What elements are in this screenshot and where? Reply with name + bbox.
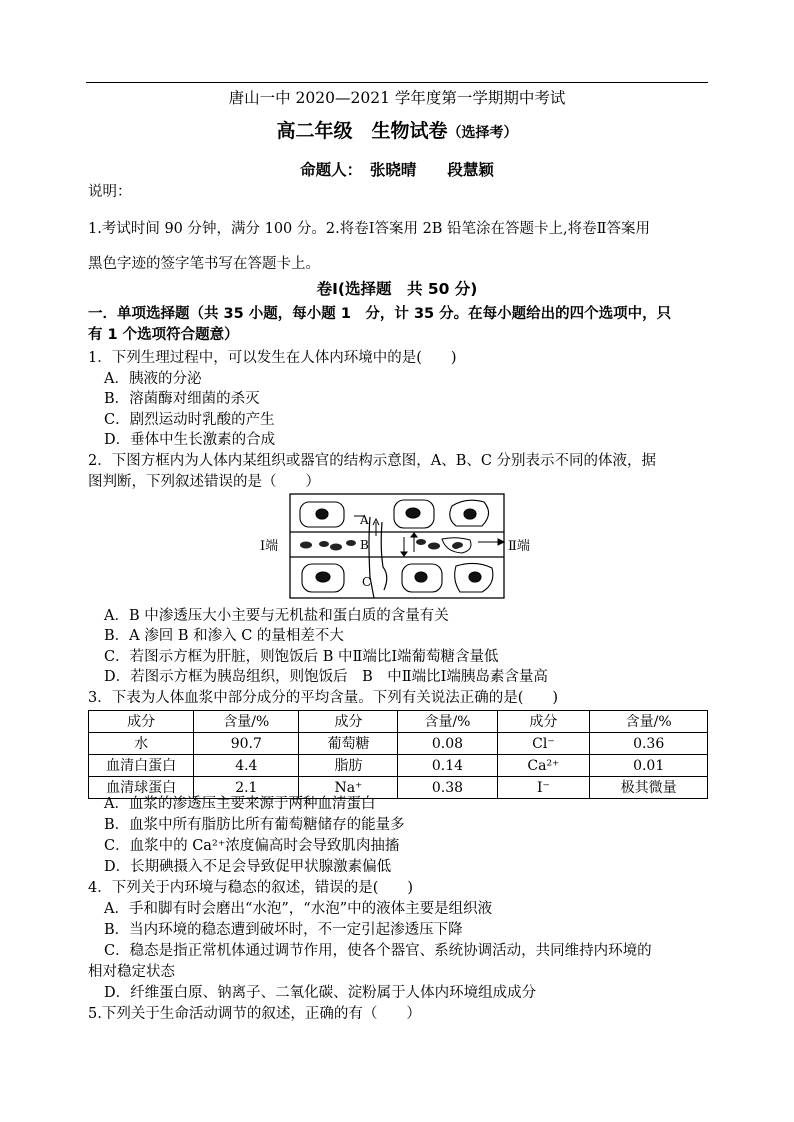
table-header-cell: 含量/% xyxy=(590,711,708,733)
exam-title: 唐山一中 2020—2021 学年度第一学期期中考试 xyxy=(228,89,566,107)
table-cell: 血清球蛋白 xyxy=(89,777,194,799)
question-2-stem-line-1: 2．下图方框内为人体内某组织或器官的结构示意图，A、B、C 分别表示不同的体液，据 xyxy=(88,453,657,469)
table-header-row xyxy=(89,711,708,733)
question-3-option-b: B．血浆中所有脂肪比所有葡萄糖储存的能量多 xyxy=(104,817,405,833)
label-c: C xyxy=(362,575,372,589)
arrow-a-to-b xyxy=(373,519,379,536)
question-3-option-c: C．血浆中的 Ca²⁺浓度偏高时会导致肌肉抽搐 xyxy=(104,838,400,854)
question-4-option-b: B．当内环境的稳态遭到破坏时，不一定引起渗透压下降 xyxy=(104,922,463,938)
question-1-option-a: A．胰液的分泌 xyxy=(104,371,202,387)
end-i-label: Ⅰ端 xyxy=(260,539,279,554)
question-1-option-b: B．溶菌酶对细菌的杀灭 xyxy=(104,391,260,407)
tissue-structure-diagram xyxy=(256,492,546,602)
question-3-option-d: D．长期碘摄入不足会导致促甲状腺激素偏低 xyxy=(104,859,392,875)
question-1-option-c: C．剧烈运动时乳酸的产生 xyxy=(104,412,275,428)
end-ii-label: Ⅱ端 xyxy=(508,539,530,554)
question-4-stem: 4．下列关于内环境与稳态的叙述，错误的是( ) xyxy=(88,880,414,896)
table-cell: 4.4 xyxy=(194,755,299,777)
subject-note: （选择考） xyxy=(447,125,518,141)
table-cell: 极其微量 xyxy=(590,777,708,799)
question-1-option-d: D．垂体中生长激素的合成 xyxy=(104,432,276,448)
table-cell: Na⁺ xyxy=(299,777,398,799)
exam-authors: 命题人： 张晓晴 段慧颖 xyxy=(300,161,494,179)
white-blood-cell-nucleus xyxy=(452,543,460,549)
instructions-line-1: 1.考试时间 90 分钟，满分 100 分。2.将卷Ⅰ答案用 2B 铅笔涂在答题卡上,将卷Ⅱ答案用 xyxy=(88,221,651,237)
question-5-stem: 5.下列关于生命活动调节的叙述，正确的有（ ） xyxy=(88,1006,421,1022)
question-4-option-c-continued: 相对稳定状态 xyxy=(88,964,175,980)
question-2-stem-line-2: 图判断，下列叙述错误的是（ ） xyxy=(88,474,320,490)
table-header-cell: 成分 xyxy=(497,711,590,733)
section-title: 卷Ⅰ(选择题 共 50 分) xyxy=(316,280,478,298)
question-2-option-c: C．若图示方框为肝脏，则饱饭后 B 中Ⅱ端比Ⅰ端葡萄糖含量低 xyxy=(104,649,499,665)
table-cell: 2.1 xyxy=(194,777,299,799)
question-2-option-b: B．A 渗回 B 和渗入 C 的量相差不大 xyxy=(104,628,344,644)
plasma-composition-table xyxy=(88,710,708,799)
question-3-option-a: A．血浆的渗透压主要来源于两种血清蛋白 xyxy=(104,796,376,812)
question-4-option-c: C．稳态是指正常机体通过调节作用，使各个器官、系统协调活动，共同维持内环境的 xyxy=(104,943,652,959)
table-cell: 水 xyxy=(89,733,194,755)
instructions-label: 说明： xyxy=(88,184,132,200)
tissue-cells-top xyxy=(300,500,489,528)
part-heading-line-2: 有 1 个选项符合题意） xyxy=(88,327,239,343)
table-cell: 血清白蛋白 xyxy=(89,755,194,777)
table-cell: Ca²⁺ xyxy=(497,755,590,777)
table-cell: I⁻ xyxy=(497,777,590,799)
table-header-cell: 成分 xyxy=(299,711,398,733)
table-cell: 90.7 xyxy=(194,733,299,755)
label-a: A xyxy=(360,513,369,527)
question-4-option-a: A．手和脚有时会磨出“水泡”，“水泡”中的液体主要是组织液 xyxy=(104,901,493,917)
instructions-line-2: 黑色字迹的签字笔书写在答题卡上。 xyxy=(88,256,320,272)
tissue-cells-bottom xyxy=(302,563,493,592)
question-2-option-d: D．若图示方框为胰岛组织，则饱饭后 B 中Ⅱ端比Ⅰ端胰岛素含量高 xyxy=(104,669,548,685)
header-rule xyxy=(86,82,708,83)
table-cell: Cl⁻ xyxy=(497,733,590,755)
table-cell: 0.36 xyxy=(590,733,708,755)
exam-subtitle xyxy=(0,121,794,143)
label-b: B xyxy=(360,538,369,552)
table-cell: 葡萄糖 xyxy=(299,733,398,755)
table-cell: 0.38 xyxy=(398,777,497,799)
question-2-option-a: A．B 中渗透压大小主要与无机盐和蛋白质的含量有关 xyxy=(104,608,449,624)
table-header-cell: 成分 xyxy=(89,711,194,733)
table-cell: 0.14 xyxy=(398,755,497,777)
table-row xyxy=(89,733,708,755)
table-cell: 0.08 xyxy=(398,733,497,755)
table-cell: 脂肪 xyxy=(299,755,398,777)
table-row xyxy=(89,755,708,777)
table-header-cell: 含量/% xyxy=(194,711,299,733)
question-3-stem: 3．下表为人体血浆中部分成分的平均含量。下列有关说法正确的是( ) xyxy=(88,690,559,706)
part-heading-line-1: 一．单项选择题（共 35 小题，每小题 1 分，计 35 分。在每小题给出的四个选项中，只 xyxy=(88,306,672,322)
question-4-option-d: D．纤维蛋白原、钠离子、二氧化碳、淀粉属于人体内环境组成成分 xyxy=(104,985,537,1001)
table-header-cell: 含量/% xyxy=(398,711,497,733)
question-1-stem: 1．下列生理过程中，可以发生在人体内环境中的是( ) xyxy=(88,350,457,366)
subject-title: 高二年级 生物试卷 xyxy=(276,120,448,142)
table-cell: 0.01 xyxy=(590,755,708,777)
